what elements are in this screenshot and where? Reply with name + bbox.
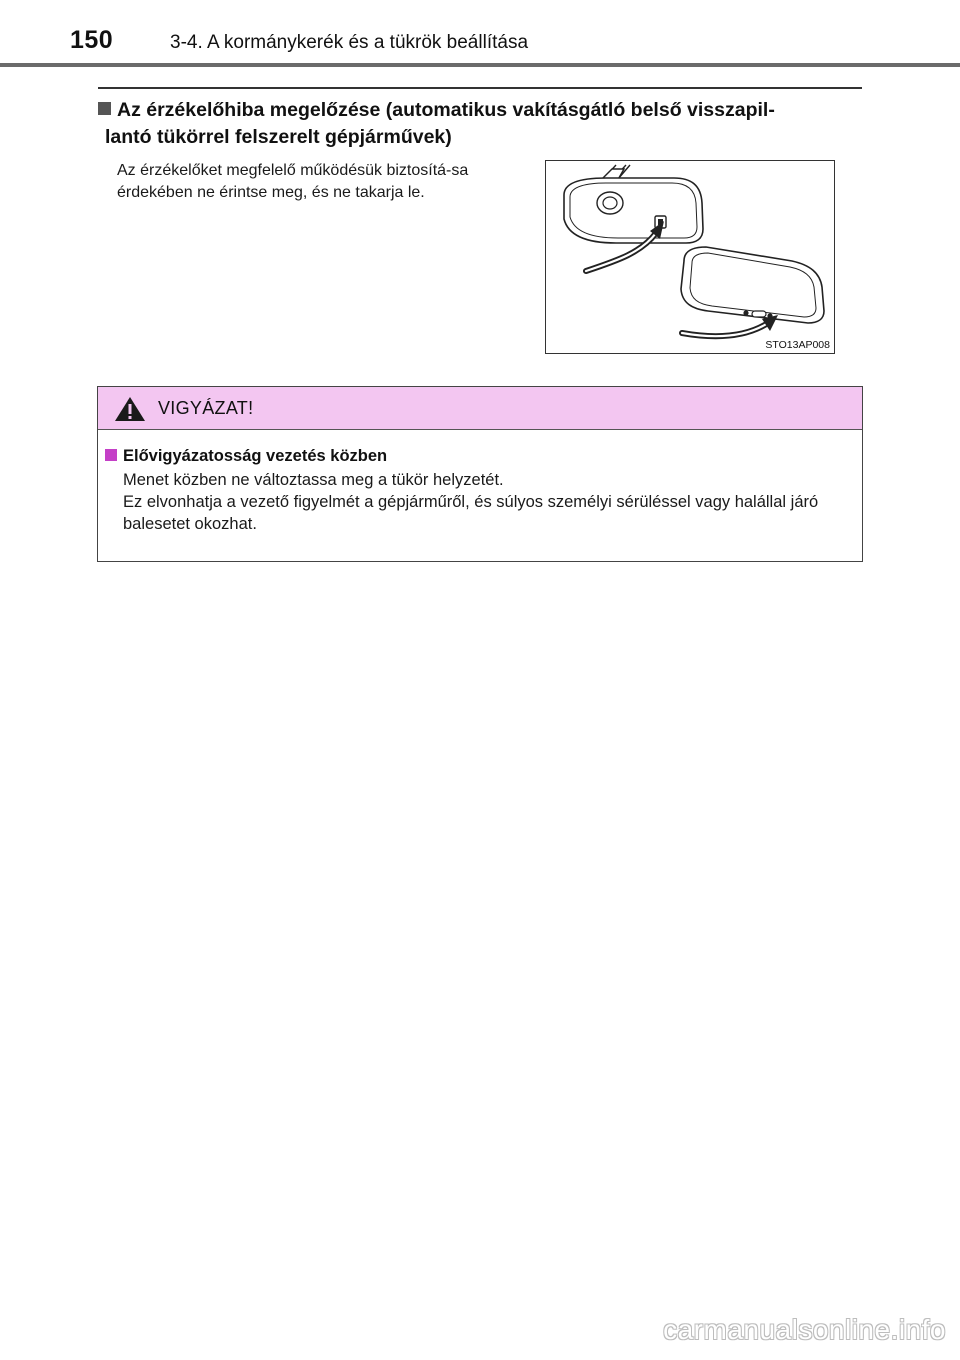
rearview-mirror-illustration-icon	[546, 161, 834, 353]
caution-box	[97, 386, 863, 562]
mirror-sensor-figure	[545, 160, 835, 354]
caution-subheading-text: Elővigyázatosság vezetés közben	[123, 447, 388, 465]
section-rule	[98, 87, 862, 89]
warning-triangle-icon	[114, 396, 146, 422]
header-rule	[0, 63, 960, 67]
caution-header	[98, 387, 862, 430]
caution-line-2: Ez elvonhatja a vezető figyelmét a gépjárműről, és súlyos személyi sérüléssel vagy halállal járó balesetet okozhat.	[123, 493, 819, 533]
heading-bullet-icon	[98, 102, 111, 115]
chapter-title: 3-4. A kormánykerék és a tükrök beállítása	[170, 32, 529, 53]
caution-bullet-icon	[105, 449, 117, 461]
caution-subheading	[105, 447, 387, 466]
section-heading	[98, 97, 864, 151]
caution-label: VIGYÁZAT!	[158, 398, 254, 418]
page-number: 150	[70, 26, 114, 54]
caution-line-1: Menet közben ne változtassa meg a tükör helyzetét.	[123, 471, 504, 489]
section-heading-line2: lantó tükörrel felszerelt gépjárművek)	[105, 126, 452, 148]
watermark: carmanualsonline.info	[663, 1314, 946, 1345]
figure-code: STO13AP008	[765, 339, 830, 351]
page-header	[0, 0, 960, 66]
section-heading-line1: Az érzékelőhiba megelőzése (automatikus vakításgátló belső visszapil-	[117, 99, 775, 121]
caution-text	[123, 469, 848, 535]
section-body-text: Az érzékelőket megfelelő működésük biztosítá-sa érdekében ne érintse meg, és ne takarja le.	[117, 162, 469, 201]
